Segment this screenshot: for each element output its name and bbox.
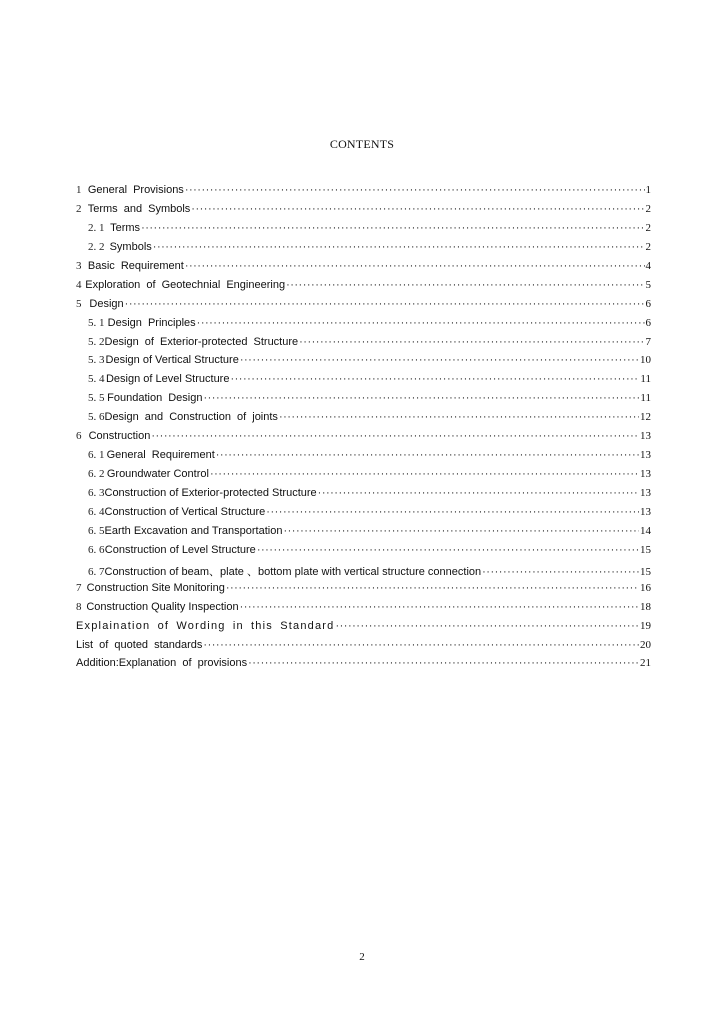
dot-leader — [210, 468, 639, 480]
entry-page: 7 — [645, 335, 651, 348]
entry-page: 13 — [640, 505, 651, 518]
entry-number: 6. 4 — [88, 505, 105, 518]
entry-number: 6. 1 — [88, 449, 105, 462]
entry-label: Construction of Level Structure — [104, 543, 256, 556]
toc-entry[interactable] — [76, 657, 651, 676]
dot-leader — [197, 317, 645, 329]
table-of-contents — [76, 184, 651, 676]
dot-leader — [240, 354, 639, 366]
entry-number: 6. 6 — [88, 543, 105, 556]
entry-label: Basic Requirement — [87, 259, 184, 272]
entry-number: 6. 5 — [88, 524, 105, 537]
entry-label: Construction of beam、plate 、bottom plate with vertical structure connection — [104, 565, 482, 578]
entry-label: Design — [89, 297, 124, 310]
dot-leader — [141, 222, 644, 234]
toc-entry[interactable] — [76, 184, 651, 203]
entry-number: 6. 2 — [88, 468, 105, 481]
dot-leader — [266, 506, 639, 518]
entry-page: 1 — [645, 184, 651, 196]
entry-number: 2. 2 — [88, 240, 105, 253]
entry-number: 5. 5 — [88, 392, 105, 405]
toc-entry[interactable] — [76, 582, 651, 601]
dot-leader — [248, 657, 639, 669]
entry-number: 6. 7 — [88, 565, 105, 578]
entry-number: 5. 3 — [88, 354, 105, 367]
toc-entry[interactable] — [76, 601, 651, 620]
entry-number: 5. 2 — [88, 335, 105, 348]
dot-leader — [240, 601, 639, 613]
entry-label: Construction of Vertical Structure — [104, 505, 266, 518]
dot-leader — [257, 544, 639, 556]
entry-label: Explaination of Wording in this Standard — [76, 619, 335, 632]
entry-page: 2 — [645, 240, 651, 253]
entry-page: 4 — [645, 259, 651, 272]
entry-label: Groundwater Control — [106, 468, 209, 481]
dot-leader — [203, 392, 639, 404]
toc-entry[interactable] — [76, 620, 651, 639]
entry-page: 2 — [645, 221, 651, 234]
entry-number: 5 — [76, 297, 82, 310]
dot-leader — [286, 279, 644, 291]
toc-entry[interactable] — [76, 279, 651, 298]
entry-number: 5. 6 — [88, 411, 105, 424]
entry-label: Terms — [110, 221, 141, 234]
toc-entry[interactable] — [76, 449, 651, 468]
toc-entry[interactable] — [76, 506, 651, 525]
entry-page: 10 — [640, 354, 651, 367]
entry-page: 2 — [645, 202, 651, 215]
entry-page: 14 — [640, 524, 651, 537]
entry-page: 12 — [640, 411, 651, 424]
toc-entry[interactable] — [76, 639, 651, 658]
entry-number: 6 — [76, 430, 82, 443]
dot-leader — [230, 373, 639, 385]
dot-leader — [125, 298, 645, 310]
entry-label: Construction Quality Inspection — [86, 600, 239, 613]
entry-page: 15 — [640, 565, 651, 578]
entry-label: Construction Site Monitoring — [86, 581, 225, 594]
entry-label: Foundation Design — [107, 392, 203, 405]
entry-page: 13 — [640, 487, 651, 499]
toc-entry[interactable] — [76, 373, 651, 392]
entry-number: 7 — [76, 581, 82, 594]
dot-leader — [191, 203, 644, 215]
entry-label: Design of Level Structure — [105, 373, 230, 386]
entry-page: 13 — [640, 430, 651, 443]
entry-page: 6 — [645, 297, 651, 310]
entry-number: 3 — [76, 259, 82, 272]
dot-leader — [279, 411, 639, 423]
entry-label: Construction — [88, 430, 151, 443]
entry-page: 13 — [640, 449, 651, 462]
entry-page: 20 — [640, 638, 651, 651]
toc-entry[interactable] — [76, 525, 651, 544]
entry-page: 11 — [640, 373, 651, 386]
entry-label: Symbols — [109, 240, 152, 253]
entry-label: List of quoted standards — [76, 638, 203, 651]
entry-label: Exploration of Geotechnial Engineering — [85, 278, 286, 291]
dot-leader — [482, 566, 639, 578]
entry-page: 21 — [640, 657, 651, 670]
toc-entry[interactable] — [76, 336, 651, 355]
entry-number: 5. 4 — [88, 373, 105, 386]
toc-entry[interactable] — [76, 392, 651, 411]
contents-title: CONTENTS — [329, 137, 395, 151]
toc-entry[interactable] — [76, 317, 651, 336]
toc-entry[interactable] — [76, 563, 651, 582]
entry-label: Design and Construction of joints — [104, 411, 278, 424]
entry-label: General Provisions — [87, 184, 184, 196]
toc-entry[interactable] — [76, 544, 651, 563]
dot-leader — [185, 184, 645, 196]
entry-number: 4 — [76, 278, 82, 291]
entry-label: General Requirement — [106, 449, 215, 462]
entry-page: 6 — [645, 316, 651, 329]
dot-leader — [203, 639, 639, 651]
entry-label: Construction of Exterior-protected Structure — [104, 487, 317, 499]
entry-page: 13 — [640, 468, 651, 481]
entry-label: Earth Excavation and Transportation — [104, 524, 283, 537]
toc-entry[interactable] — [76, 354, 651, 373]
entry-label: Addition:Explanation of provisions — [76, 657, 248, 670]
entry-page: 11 — [640, 392, 651, 405]
toc-entry[interactable] — [76, 430, 651, 449]
dot-leader — [335, 620, 639, 632]
toc-entry[interactable] — [76, 487, 651, 506]
entry-number: 2 — [76, 202, 82, 215]
dot-leader — [153, 241, 645, 253]
dot-leader — [151, 430, 639, 442]
entry-label: Design Principles — [107, 316, 196, 329]
page-number: 2 — [359, 951, 365, 963]
toc-entry[interactable] — [76, 468, 651, 487]
toc-entry[interactable] — [76, 222, 651, 241]
entry-page: 18 — [640, 600, 651, 613]
toc-entry[interactable] — [76, 298, 651, 317]
entry-number: 5. 1 — [88, 316, 105, 329]
entry-page: 16 — [640, 581, 651, 594]
entry-number: 6. 3 — [88, 487, 105, 499]
toc-entry[interactable] — [76, 203, 651, 222]
entry-page: 19 — [640, 619, 651, 632]
entry-page: 15 — [640, 543, 651, 556]
entry-label: Design of Exterior-protected Structure — [104, 335, 299, 348]
entry-page: 5 — [645, 278, 651, 291]
entry-label: Terms and Symbols — [87, 202, 191, 215]
toc-entry[interactable] — [76, 260, 651, 279]
entry-label: Design of Vertical Structure — [105, 354, 239, 367]
dot-leader — [216, 449, 639, 461]
dot-leader — [318, 487, 639, 499]
toc-entry[interactable] — [76, 241, 651, 260]
entry-number: 8 — [76, 600, 82, 613]
entry-number: 2. 1 — [88, 221, 105, 234]
dot-leader — [299, 336, 644, 348]
dot-leader — [226, 582, 639, 594]
entry-number: 1 — [76, 184, 82, 196]
dot-leader — [283, 525, 639, 537]
toc-entry[interactable] — [76, 411, 651, 430]
dot-leader — [185, 260, 645, 272]
